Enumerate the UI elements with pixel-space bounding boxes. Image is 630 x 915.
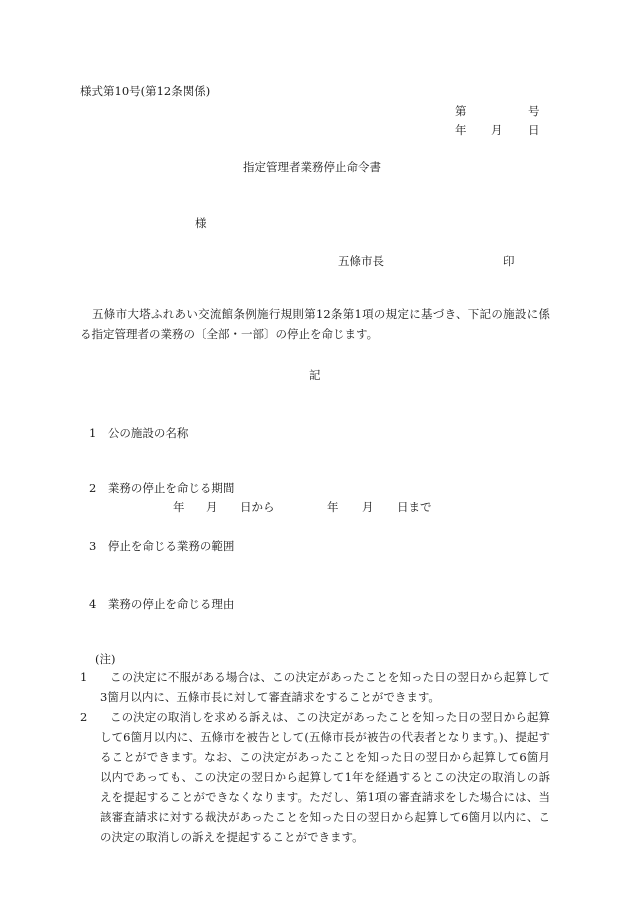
doc-number-prefix: 第 bbox=[455, 104, 467, 118]
doc-number-suffix: 号 bbox=[528, 104, 540, 118]
issuer-name: 五條市長 bbox=[338, 254, 384, 268]
period-from-month: 月 bbox=[206, 500, 218, 514]
period-to-month: 月 bbox=[362, 500, 374, 514]
period-from-day: 日から bbox=[240, 500, 275, 514]
document-title: 指定管理者業務停止命令書 bbox=[243, 160, 381, 174]
item-suspension-reason: 4 業務の停止を命じる理由 bbox=[89, 597, 235, 611]
date-day: 日 bbox=[528, 123, 540, 137]
period-from-year: 年 bbox=[173, 500, 185, 514]
body-paragraph: 五條市大塔ふれあい交流館条例施行規則第12条第1項の規定に基づき、下記の施設に係る指定管理者の業務の〔全部・一部〕の停止を命じます。 bbox=[80, 307, 550, 341]
note-number: 1 bbox=[80, 670, 88, 684]
note-entry-1 bbox=[80, 667, 550, 707]
period-to-day: 日まで bbox=[397, 500, 432, 514]
note-entry-2 bbox=[80, 707, 550, 847]
form-number: 様式第10号(第12条関係) bbox=[80, 84, 211, 98]
item-suspension-scope: 3 停止を命じる業務の範囲 bbox=[89, 539, 235, 553]
record-heading: 記 bbox=[309, 368, 321, 382]
note-text: この決定に不服がある場合は、この決定があったことを知った日の翌日から起算して3箇月以内に、五條市長に対して審査請求をすることができます。 bbox=[100, 670, 550, 704]
seal-mark: 印 bbox=[503, 254, 515, 268]
item-facility-name: 1 公の施設の名称 bbox=[89, 426, 189, 440]
period-to-year: 年 bbox=[327, 500, 339, 514]
note-number: 2 bbox=[80, 710, 88, 724]
date-year: 年 bbox=[455, 123, 467, 137]
notes-heading: (注) bbox=[95, 652, 116, 666]
date-month: 月 bbox=[491, 123, 503, 137]
note-text: この決定の取消しを求める訴えは、この決定があったことを知った日の翌日から起算して6箇月以内に、五條市を被告として(五條市長が被告の代表者となります。)、提起することができます。なお、この決定があったことを知った日の翌日から起算して6箇月以内であっても、この決定の翌日から起算して1年を経過するとこの決定の取消しの訴えを提起することができなくなります。ただし、第1項の審査請求をした場合には、当該審査請求に対する裁決があったことを知った日の翌日から起算して6箇月以内に、この決定の取消しの訴えを提起することができます。 bbox=[100, 710, 550, 844]
addressee-honorific: 様 bbox=[195, 216, 207, 230]
item-suspension-period: 2 業務の停止を命じる期間 bbox=[89, 481, 235, 495]
